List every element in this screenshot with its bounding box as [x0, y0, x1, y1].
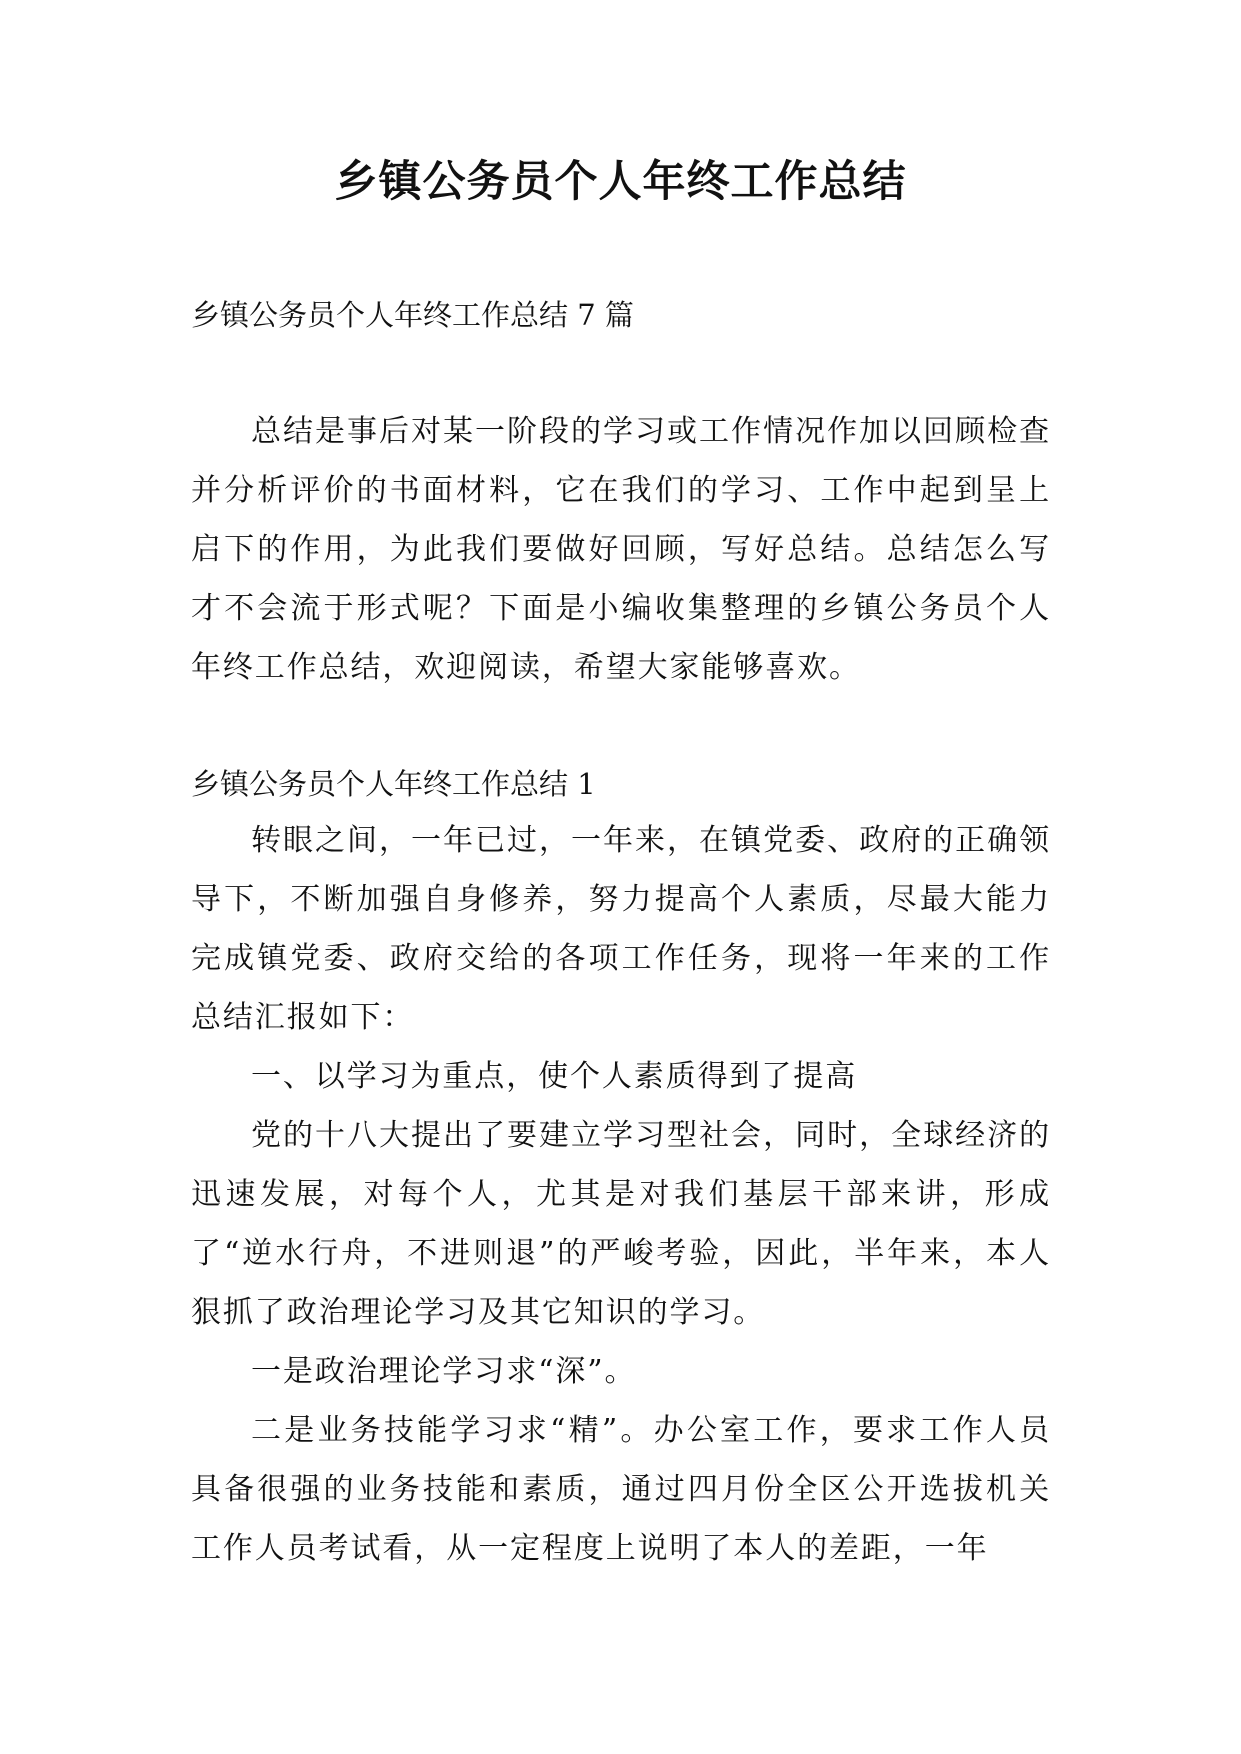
body-paragraph: 一是政治理论学习求“深”。: [251, 1354, 637, 1389]
section-heading: 乡镇公务员个人年终工作总结 1: [191, 767, 596, 801]
body-subheading: 一、以学习为重点，使个人素质得到了提高: [251, 1059, 858, 1094]
body-paragraph: 二是业务技能学习求“精”。办公室工作，要求工作人员具备很强的业务技能和素质，通过四月份全区公开选拔机关工作人员考试看，从一定程度上说明了本人的差距，一年: [191, 1413, 1051, 1566]
intro-section: [191, 402, 1051, 697]
document-subtitle: 乡镇公务员个人年终工作总结 7 篇: [191, 298, 634, 332]
body-paragraph: 转眼之间，一年已过，一年来，在镇党委、政府的正确领导下，不断加强自身修养，努力提高个人素质，尽最大能力完成镇党委、政府交给的各项工作任务，现将一年来的工作总结汇报如下：: [191, 823, 1051, 1035]
document-title: 乡镇公务员个人年终工作总结: [334, 157, 907, 207]
body-paragraph: 党的十八大提出了要建立学习型社会，同时，全球经济的迅速发展，对每个人，尤其是对我们基层干部来讲，形成了“逆水行舟，不进则退”的严峻考验，因此，半年来，本人狠抓了政治理论学习及其它知识的学习。: [191, 1118, 1051, 1330]
intro-paragraph: 总结是事后对某一阶段的学习或工作情况作加以回顾检查并分析评价的书面材料，它在我们的学习、工作中起到呈上启下的作用，为此我们要做好回顾，写好总结。总结怎么写才不会流于形式呢？下面是小编收集整理的乡镇公务员个人年终工作总结，欢迎阅读，希望大家能够喜欢。: [191, 414, 1051, 685]
body-section: [191, 811, 1051, 1578]
